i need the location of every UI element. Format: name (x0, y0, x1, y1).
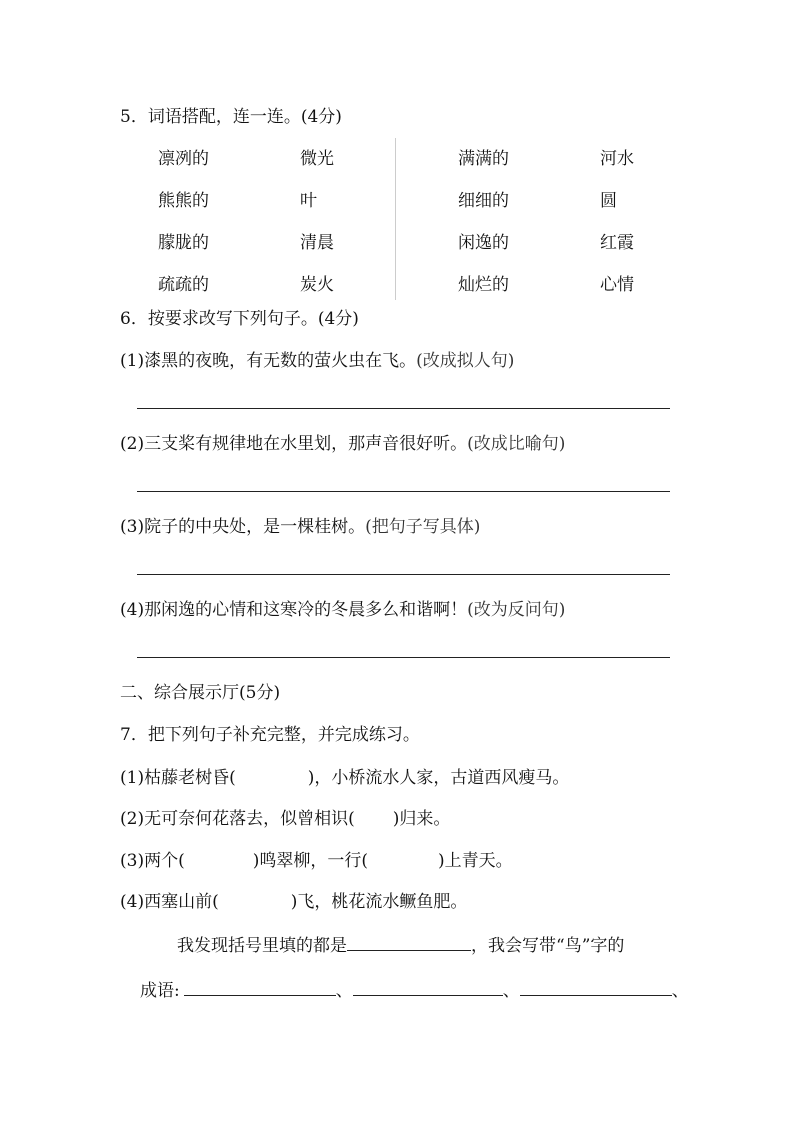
q6-item-3-text: (3)院子的中央处，是一棵桂树。 (120, 517, 366, 537)
q5-right-b-2: 圆 (600, 191, 617, 211)
q6-item-4 (120, 602, 565, 619)
q6-answer-line-1[interactable] (137, 408, 670, 409)
q6-answer-line-3[interactable] (137, 574, 670, 575)
column-divider (395, 138, 396, 300)
q7-idiom-blank-1[interactable] (184, 981, 336, 996)
q7-line-3-start: (3)两个( (120, 851, 185, 871)
q5-left-a-4: 疏疏的 (158, 275, 209, 295)
q5-left-a-1: 凛冽的 (158, 149, 209, 169)
q7-line-4 (120, 894, 467, 911)
q6-answer-line-4[interactable] (137, 657, 670, 658)
q7-title: 7．把下列句子补充完整，并完成练习。 (120, 725, 420, 745)
q5-left-b-3: 清晨 (300, 233, 334, 253)
q6-item-3-hint: (把句子写具体) (365, 517, 481, 537)
q7-paragraph-1 (177, 936, 624, 955)
q6-item-3 (120, 519, 480, 536)
q7-paragraph-1-end: ，我会写带“鸟”字的 (471, 936, 625, 956)
q7-line-2 (120, 811, 450, 828)
q7-idiom-separator-3: 、 (671, 981, 689, 1001)
section2-title: 二、综合展示厅(5分) (120, 683, 281, 703)
q6-item-2-text: (2)三支桨有规律地在水里划，那声音很好听。 (120, 434, 468, 454)
q7-line-3 (120, 853, 513, 870)
q5-right-a-1: 满满的 (458, 149, 509, 169)
q7-line-1-start: (1)枯藤老树昏( (120, 768, 236, 788)
q7-idiom-label: 成语: (140, 981, 180, 1001)
q7-line-2-start: (2)无可奈何花落去，似曾相识( (120, 809, 355, 829)
q5-left-b-2: 叶 (300, 191, 317, 211)
q7-blank-discovery[interactable] (347, 936, 471, 951)
q6-item-2 (120, 436, 565, 453)
q5-title: 5．词语搭配，连一连。(4分) (120, 107, 342, 127)
q6-item-2-hint: (改成比喻句) (467, 434, 566, 454)
q5-left-b-1: 微光 (300, 149, 334, 169)
q7-line-4-start: (4)西塞山前( (120, 892, 219, 912)
q6-item-4-text: (4)那闲逸的心情和这寒冷的冬晨多么和谐啊！ (120, 600, 468, 620)
q7-idiom-blank-2[interactable] (353, 981, 503, 996)
q7-paragraph-1-start: 我发现括号里填的都是 (177, 936, 347, 956)
q5-right-a-4: 灿烂的 (458, 275, 509, 295)
q7-line-3-middle: )鸣翠柳，一行( (252, 851, 368, 871)
q7-idiom-separator-2: 、 (502, 981, 520, 1001)
q5-left-a-3: 朦胧的 (158, 233, 209, 253)
q6-item-4-hint: (改为反问句) (467, 600, 566, 620)
q5-right-a-2: 细细的 (458, 191, 509, 211)
q7-line-1 (120, 770, 569, 787)
q6-title: 6．按要求改写下列句子。(4分) (120, 309, 359, 329)
q6-item-1-hint: (改成拟人句) (416, 351, 515, 371)
q7-line-1-end: )，小桥流水人家，古道西风瘦马。 (307, 768, 570, 788)
q7-line-2-end: )归来。 (392, 809, 451, 829)
q7-idiom-separator-1: 、 (335, 981, 353, 1001)
q7-line-4-end: )飞，桃花流水鳜鱼肥。 (290, 892, 468, 912)
q7-line-3-end: )上青天。 (437, 851, 513, 871)
q7-paragraph-2 (140, 981, 689, 1000)
q6-item-1-text: (1)漆黑的夜晚，有无数的萤火虫在飞。 (120, 351, 417, 371)
q5-right-b-1: 河水 (600, 149, 634, 169)
q6-answer-line-2[interactable] (137, 491, 670, 492)
q6-item-1 (120, 353, 514, 370)
q5-right-b-4: 心情 (600, 275, 634, 295)
q5-left-b-4: 炭火 (300, 275, 334, 295)
q7-idiom-blank-3[interactable] (520, 981, 672, 996)
q5-right-b-3: 红霞 (600, 233, 634, 253)
q5-right-a-3: 闲逸的 (458, 233, 509, 253)
q5-left-a-2: 熊熊的 (158, 191, 209, 211)
